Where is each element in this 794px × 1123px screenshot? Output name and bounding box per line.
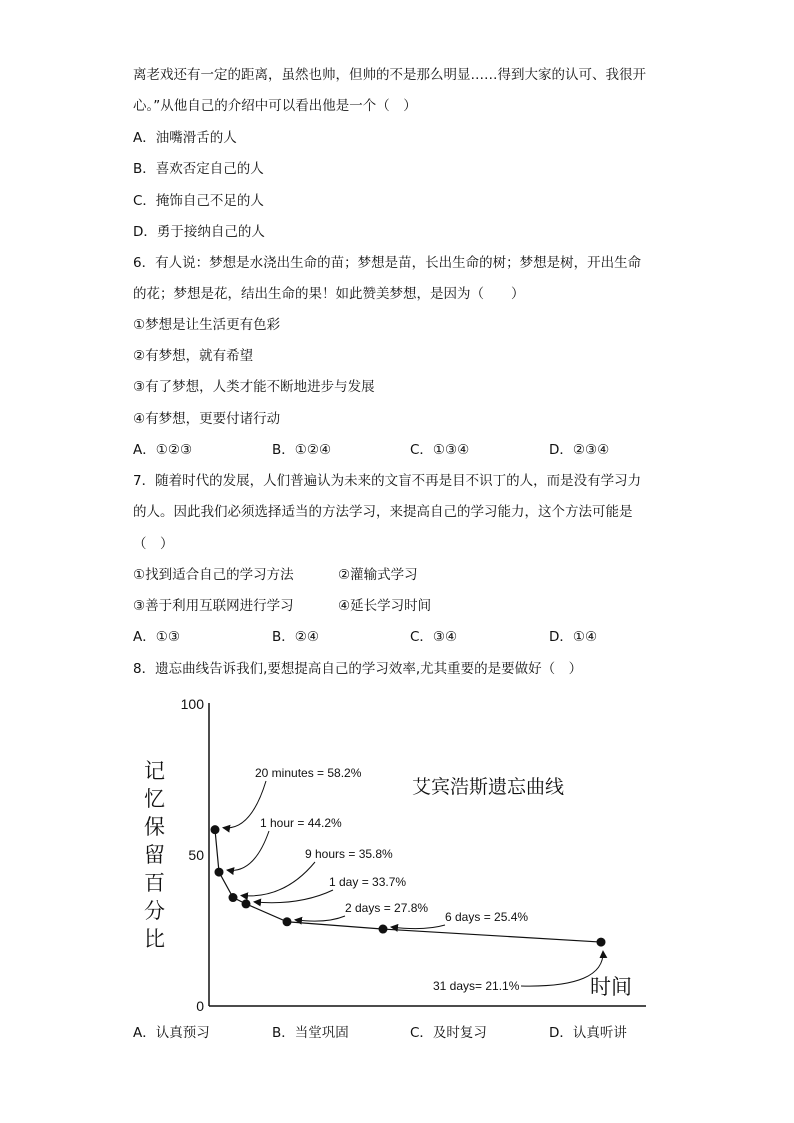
data-point <box>242 899 251 908</box>
y-axis-label-char: 忆 <box>144 787 165 811</box>
q6-option-d[interactable]: D．②③④ <box>549 442 610 458</box>
q8-option-c[interactable]: C．及时复习 <box>410 1025 487 1041</box>
q5-option-d[interactable]: D．勇于接纳自己的人 <box>133 224 265 240</box>
data-label: 2 days = 27.8% <box>345 901 429 915</box>
q7-item-3: ③善于利用互联网进行学习 <box>133 598 294 614</box>
q8-stem: 8．遗忘曲线告诉我们,要想提高自己的学习效率,尤其重要的是要做好（ ） <box>133 661 583 677</box>
y-tick-label-50: 50 <box>188 847 204 863</box>
q7-option-c[interactable]: C．③④ <box>410 629 458 645</box>
q5-option-a[interactable]: A．油嘴滑舌的人 <box>133 130 237 146</box>
q7-option-b[interactable]: B．②④ <box>272 629 319 645</box>
data-point <box>283 917 292 926</box>
data-point <box>229 893 238 902</box>
q6-item-1: ①梦想是让生活更有色彩 <box>133 317 281 333</box>
forgetting-curve-chart <box>138 690 658 1020</box>
q8-option-b[interactable]: B．当堂巩固 <box>272 1025 349 1041</box>
y-axis-label <box>144 759 165 951</box>
y-axis-label-char: 保 <box>144 815 165 839</box>
data-label: 9 hours = 35.8% <box>305 847 393 861</box>
data-label: 1 day = 33.7% <box>329 875 407 889</box>
q7-item-2: ②灌输式学习 <box>338 567 418 583</box>
label-arrow <box>254 890 333 903</box>
q7-item-4: ④延长学习时间 <box>338 598 432 614</box>
label-arrow <box>227 831 269 870</box>
label-arrow <box>241 862 315 896</box>
y-axis-label-char: 分 <box>144 899 165 923</box>
q5-stem-line-2: 心。”从他自己的介绍中可以看出他是一个（ ） <box>133 98 417 114</box>
data-label: 31 days= 21.1% <box>433 979 520 993</box>
y-axis-label-char: 比 <box>144 927 165 951</box>
q6-option-b[interactable]: B．①②④ <box>272 442 332 458</box>
q7-stem-line-1: 7．随着时代的发展，人们普遍认为未来的文盲不再是目不识丁的人，而是没有学习力 <box>133 473 642 489</box>
label-arrow <box>391 925 445 929</box>
q7-option-d[interactable]: D．①④ <box>549 629 598 645</box>
q7-item-1: ①找到适合自己的学习方法 <box>133 567 294 583</box>
q8-option-a[interactable]: A．认真预习 <box>133 1025 210 1041</box>
q5-stem-line-1: 离老戏还有一定的距离，虽然也帅，但帅的不是那么明显……得到大家的认可、我很开 <box>133 67 646 83</box>
q6-item-3: ③有了梦想，人类才能不断地进步与发展 <box>133 379 375 395</box>
q6-stem-line-2: 的花；梦想是花，结出生命的果！如此赞美梦想，是因为（ ） <box>133 286 525 302</box>
y-tick-label-0: 0 <box>196 998 204 1014</box>
q6-item-2: ②有梦想，就有希望 <box>133 348 254 364</box>
data-label: 1 hour = 44.2% <box>260 816 342 830</box>
data-point <box>211 825 220 834</box>
x-axis-label: 时间 <box>590 975 632 999</box>
data-point <box>379 925 388 934</box>
q6-option-c[interactable]: C．①③④ <box>410 442 470 458</box>
q6-stem-line-1: 6．有人说：梦想是水浇出生命的苗；梦想是苗，长出生命的树；梦想是树，开出生命 <box>133 255 642 271</box>
q6-item-4: ④有梦想，更要付诸行动 <box>133 411 281 427</box>
data-point <box>215 868 224 877</box>
chart-title: 艾宾浩斯遗忘曲线 <box>412 776 565 798</box>
y-axis-label-char: 百 <box>144 871 165 895</box>
label-arrow <box>295 916 345 921</box>
q7-option-a[interactable]: A．①③ <box>133 629 180 645</box>
data-label: 6 days = 25.4% <box>445 910 529 924</box>
q5-option-c[interactable]: C．掩饰自己不足的人 <box>133 193 264 209</box>
q8-option-d[interactable]: D．认真听讲 <box>549 1025 627 1041</box>
data-point <box>597 938 606 947</box>
y-axis-label-char: 记 <box>144 759 165 783</box>
forgetting-curve-line <box>215 830 601 942</box>
y-axis-label-char: 留 <box>144 843 165 867</box>
y-tick-label-100: 100 <box>180 696 204 712</box>
q7-stem-line-2: 的人。因此我们必须选择适当的方法学习，来提高自己的学习能力，这个方法可能是 <box>133 504 633 520</box>
q7-stem-line-3: （ ） <box>133 536 174 552</box>
q6-option-a[interactable]: A．①②③ <box>133 442 193 458</box>
q5-option-b[interactable]: B．喜欢否定自己的人 <box>133 161 264 177</box>
data-label: 20 minutes = 58.2% <box>255 766 362 780</box>
data-points <box>211 766 606 993</box>
